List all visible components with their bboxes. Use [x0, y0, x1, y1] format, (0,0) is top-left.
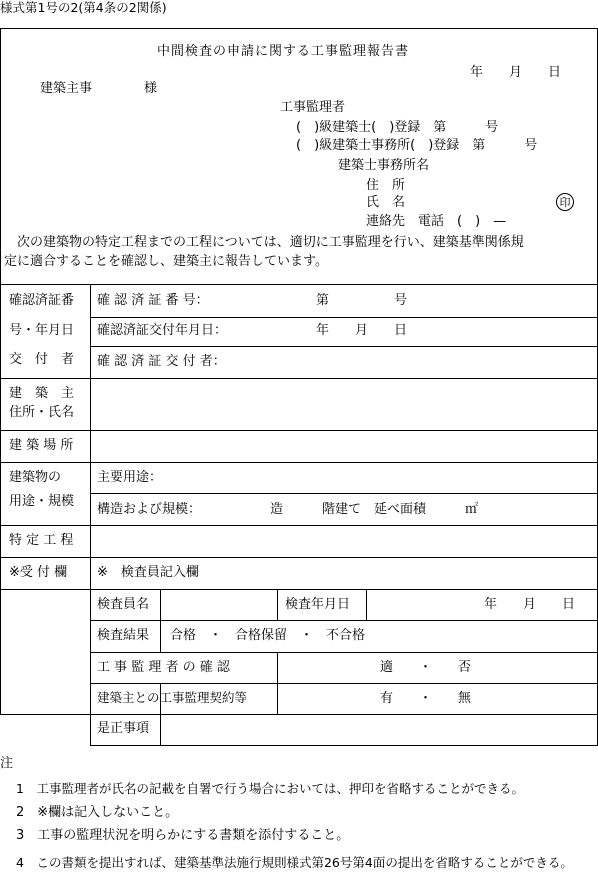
inspector-note: ※ 検査員記入欄: [97, 565, 199, 580]
process-label: 特 定 工 程: [9, 533, 74, 548]
note-item: 2 ※欄は記入しないこと。: [16, 805, 179, 820]
contract-options: 有 ・ 無: [380, 691, 472, 706]
office-registration: ( )級建築士事務所( )登録 第 号: [296, 138, 538, 153]
cert-label-3: 交 付 者: [9, 352, 75, 367]
notes-heading: 注: [0, 756, 14, 771]
result-options: 合格 ・ 合格保留 ・ 不合格: [170, 628, 366, 643]
result-label: 検査結果: [97, 628, 150, 643]
cert-date-value: 年 月 日: [316, 323, 408, 338]
structure-value: 造 階建て 延べ面積 ㎡: [270, 502, 479, 517]
owner-label-2: 住所・氏名: [9, 405, 75, 420]
statement-line-2: 定に適合することを確認し、建築主に報告しています。: [4, 254, 328, 269]
cert-label-1: 確認済証番: [9, 293, 75, 308]
use-label-2: 用途・規模: [9, 494, 75, 509]
address-label: 住 所: [366, 178, 406, 193]
cert-issuer-label: 確 認 済 証 交 付 者：: [97, 354, 226, 369]
cert-date-label: 確認済証交付年月日：: [97, 323, 228, 338]
structure-label: 構造および規模：: [97, 502, 202, 517]
inspection-date-value: 年 月 日: [484, 597, 576, 612]
inspection-date-label: 検査年月日: [285, 597, 351, 612]
site-label: 建 築 場 所: [9, 438, 74, 453]
architect-registration: ( )級建築士( )登録 第 号: [296, 120, 499, 135]
office-name-label: 建築士事務所名: [338, 158, 430, 173]
cert-number-label: 確 認 済 証 番 号：: [97, 293, 209, 308]
document-title: 中間検査の申請に関する工事監理報告書: [157, 44, 410, 59]
name-label: 氏 名: [366, 195, 406, 210]
use-label-1: 建築物の: [9, 470, 62, 485]
main-use-label: 主要用途：: [97, 470, 163, 485]
reception-label: ※受 付 欄: [9, 565, 68, 580]
correction-label: 是正事項: [97, 721, 150, 736]
report-date: 年 月 日: [470, 65, 562, 80]
supervisor-heading: 工事監理者: [280, 100, 346, 115]
confirm-label: 工 事 監 理 者 の 確 認: [97, 660, 230, 675]
statement-line-1: 次の建築物の特定工程までの工程については、適切に工事監理を行い、建築基準関係規: [4, 235, 524, 250]
cert-label-2: 号・年月日: [9, 323, 75, 338]
cert-number-value: 第 号: [316, 293, 408, 308]
note-item: 4 この書類を提出すれば、建築基準法施行規則様式第26号第4面の提出を省略することができる。: [16, 855, 573, 870]
note-item: 1 工事監理者が氏名の記載を自署で行う場合においては、押印を省略することができる。: [16, 781, 524, 796]
confirm-options: 適 ・ 否: [380, 660, 472, 675]
addressee: 建築主事 様: [40, 81, 158, 96]
contact-line: 連絡先 電話 ( ) —: [366, 214, 507, 229]
owner-label-1: 建 築 主: [9, 386, 75, 401]
inspector-name-label: 検査員名: [97, 597, 150, 612]
form-label: 様式第1号の2(第4条の2関係): [0, 0, 167, 15]
note-item: 3 工事の監理状況を明らかにする書類を添付すること。: [16, 828, 350, 843]
contract-label: 建築主との工事監理契約等: [97, 690, 248, 705]
seal-mark: 印: [556, 193, 574, 211]
